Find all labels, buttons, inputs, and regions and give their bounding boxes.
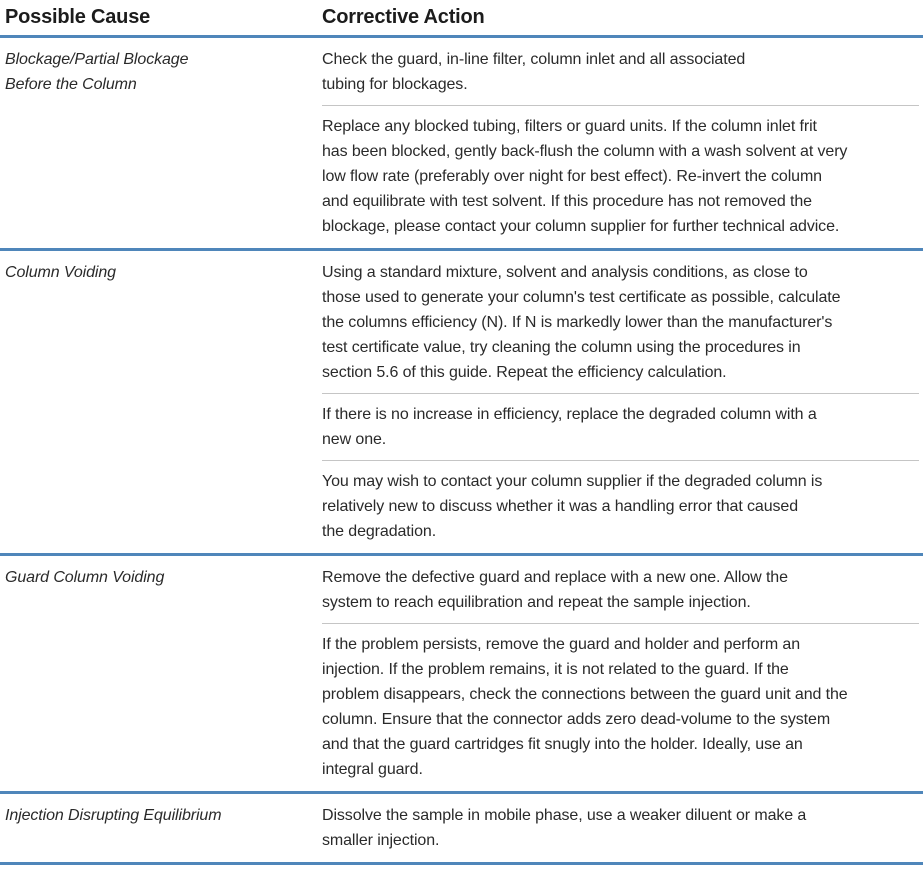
- possible-cause-cell: [0, 38, 322, 248]
- paragraph-divider-rule: [322, 105, 919, 106]
- action-text-line: injection. If the problem remains, it is not related to the guard. If the: [322, 661, 789, 678]
- action-paragraph: [322, 260, 919, 385]
- action-text-line: system to reach equilibration and repeat the sample injection.: [322, 594, 751, 611]
- paragraph-divider-rule: [322, 460, 919, 461]
- table-row: [0, 38, 923, 248]
- action-paragraph: [322, 114, 919, 239]
- cause-text-line: Column Voiding: [5, 264, 116, 281]
- possible-cause-cell: [0, 251, 322, 553]
- action-paragraph: [322, 565, 919, 615]
- action-text-line: section 5.6 of this guide. Repeat the efficiency calculation.: [322, 364, 727, 381]
- paragraph-divider-rule: [322, 393, 919, 394]
- action-text-line: the columns efficiency (N). If N is markedly lower than the manufacturer's: [322, 314, 833, 331]
- action-text-line: and that the guard cartridges fit snugly into the holder. Ideally, use an: [322, 736, 803, 753]
- possible-cause-cell: [0, 556, 322, 791]
- paragraph-divider-rule: [322, 623, 919, 624]
- row-divider-rule: [0, 862, 923, 865]
- action-text-line: Remove the defective guard and replace with a new one. Allow the: [322, 569, 788, 586]
- action-text-line: Dissolve the sample in mobile phase, use a weaker diluent or make a: [322, 807, 807, 824]
- action-paragraph: [322, 632, 919, 782]
- column-header-possible-cause: Possible Cause: [5, 6, 151, 28]
- action-text-line: and equilibrate with test solvent. If this procedure has not removed the: [322, 193, 812, 210]
- action-paragraph: [322, 469, 919, 544]
- action-paragraph: [322, 402, 919, 452]
- action-text-line: test certificate value, try cleaning the column using the procedures in: [322, 339, 801, 356]
- action-text-line: relatively new to discuss whether it was a handling error that caused: [322, 498, 799, 515]
- action-text-line: Using a standard mixture, solvent and analysis conditions, as close to: [322, 264, 808, 281]
- table-row: [0, 794, 923, 862]
- action-text-line: those used to generate your column's test certificate as possible, calculate: [322, 289, 841, 306]
- corrective-action-cell: [322, 251, 923, 553]
- cause-text-line: Injection Disrupting Equilibrium: [5, 807, 222, 824]
- table-header-row: [0, 0, 923, 35]
- action-paragraph: [322, 47, 919, 97]
- cause-text-line: Blockage/Partial Blockage: [5, 51, 189, 68]
- action-text-line: integral guard.: [322, 761, 423, 778]
- action-text-line: blockage, please contact your column supplier for further technical advice.: [322, 218, 840, 235]
- action-text-line: You may wish to contact your column supplier if the degraded column is: [322, 473, 823, 490]
- column-header-corrective-action: Corrective Action: [322, 6, 485, 28]
- cause-text-line: Before the Column: [5, 76, 137, 93]
- action-text-line: Replace any blocked tubing, filters or guard units. If the column inlet frit: [322, 118, 817, 135]
- action-text-line: If there is no increase in efficiency, replace the degraded column with a: [322, 406, 817, 423]
- corrective-action-cell: [322, 38, 923, 248]
- cause-text-line: Guard Column Voiding: [5, 569, 165, 586]
- action-text-line: If the problem persists, remove the guard and holder and perform an: [322, 636, 801, 653]
- action-text-line: new one.: [322, 431, 387, 448]
- action-text-line: the degradation.: [322, 523, 437, 540]
- action-text-line: problem disappears, check the connections between the guard unit and the: [322, 686, 848, 703]
- table-row: [0, 556, 923, 791]
- action-text-line: low flow rate (preferably over night for best effect). Re-invert the column: [322, 168, 822, 185]
- corrective-action-cell: [322, 794, 923, 862]
- action-text-line: has been blocked, gently back-flush the column with a wash solvent at very: [322, 143, 848, 160]
- action-paragraph: [322, 803, 919, 853]
- possible-cause-cell: [0, 794, 322, 862]
- corrective-action-cell: [322, 556, 923, 791]
- table-row: [0, 251, 923, 553]
- action-text-line: Check the guard, in-line filter, column inlet and all associated: [322, 51, 746, 68]
- action-text-line: smaller injection.: [322, 832, 440, 849]
- table-body: [0, 38, 923, 865]
- action-text-line: tubing for blockages.: [322, 76, 468, 93]
- action-text-line: column. Ensure that the connector adds zero dead-volume to the system: [322, 711, 831, 728]
